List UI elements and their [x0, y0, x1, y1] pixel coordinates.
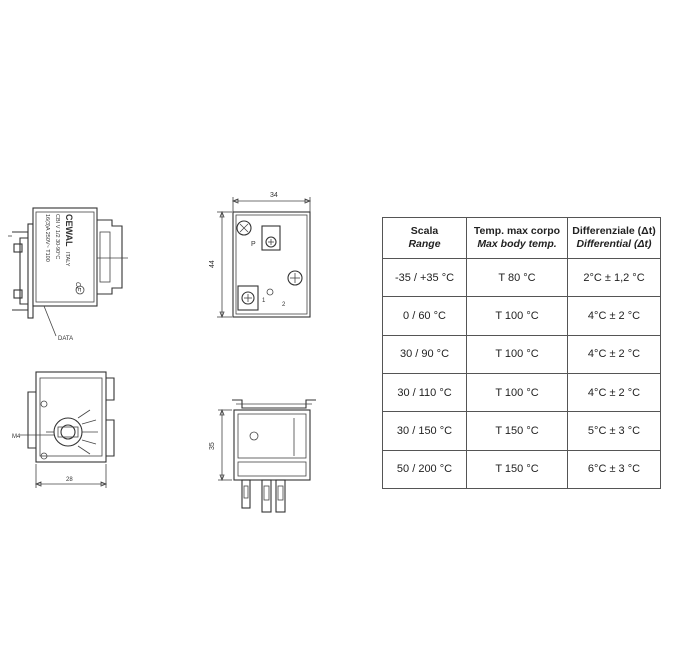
dim-width-label: 34	[270, 192, 278, 199]
max-temp-cell: T 100 °C	[467, 335, 568, 373]
terminal-p-label: P	[251, 241, 256, 248]
specs-table	[382, 217, 661, 489]
table-row	[383, 335, 661, 373]
header-range-sub: Range	[408, 238, 441, 250]
dim-base-width-label: 28	[66, 477, 73, 483]
max-temp-cell: T 100 °C	[467, 297, 568, 335]
terminal-2-label: 2	[282, 302, 286, 308]
dim-body-height-label: 35	[209, 442, 216, 450]
front-view	[209, 192, 310, 317]
header-differential-sub: Differential (Δt)	[576, 238, 652, 250]
range-cell: 50 / 200 °C	[383, 450, 467, 488]
header-differential	[568, 218, 661, 259]
range-cell: -35 / +35 °C	[383, 259, 467, 297]
table-header-row	[383, 218, 661, 259]
max-temp-cell: T 80 °C	[467, 259, 568, 297]
table-row	[383, 373, 661, 411]
differential-cell: 5°C ± 3 °C	[568, 412, 661, 450]
header-max-body-temp-main: Temp. max corpo	[473, 225, 561, 237]
model-text: CBI V 1/2 30-90°C	[54, 214, 60, 260]
made-in-text: ITALY	[64, 252, 70, 267]
range-cell: 30 / 110 °C	[383, 373, 467, 411]
brand-text: CEWAL	[64, 214, 74, 247]
table-row	[383, 412, 661, 450]
side-view-label	[8, 208, 128, 342]
header-max-body-temp-sub: Max body temp.	[477, 238, 557, 250]
table-row	[383, 259, 661, 297]
range-cell: 30 / 150 °C	[383, 412, 467, 450]
table-row	[383, 297, 661, 335]
range-cell: 0 / 60 °C	[383, 297, 467, 335]
ce-mark: CE	[74, 282, 81, 292]
differential-cell: 4°C ± 2 °C	[568, 335, 661, 373]
header-max-body-temp	[467, 218, 568, 259]
differential-cell: 6°C ± 3 °C	[568, 450, 661, 488]
shaft-dim-label: M4	[12, 434, 21, 440]
data-callout: DATA	[58, 336, 74, 342]
differential-cell: 4°C ± 2 °C	[568, 373, 661, 411]
table-row	[383, 450, 661, 488]
terminal-1-label: 1	[262, 298, 266, 304]
max-temp-cell: T 150 °C	[467, 412, 568, 450]
header-differential-main: Differenziale (Δt)	[572, 225, 656, 237]
header-range	[383, 218, 467, 259]
shaft-view	[12, 372, 114, 488]
header-range-main: Scala	[410, 225, 439, 237]
differential-cell: 4°C ± 2 °C	[568, 297, 661, 335]
terminal-side-view	[209, 400, 316, 512]
max-temp-cell: T 150 °C	[467, 450, 568, 488]
differential-cell: 2°C ± 1,2 °C	[568, 259, 661, 297]
rating-text: 16(3)A 250V~ T100	[44, 214, 50, 262]
range-cell: 30 / 90 °C	[383, 335, 467, 373]
max-temp-cell: T 100 °C	[467, 373, 568, 411]
dim-height-label: 44	[209, 260, 216, 268]
